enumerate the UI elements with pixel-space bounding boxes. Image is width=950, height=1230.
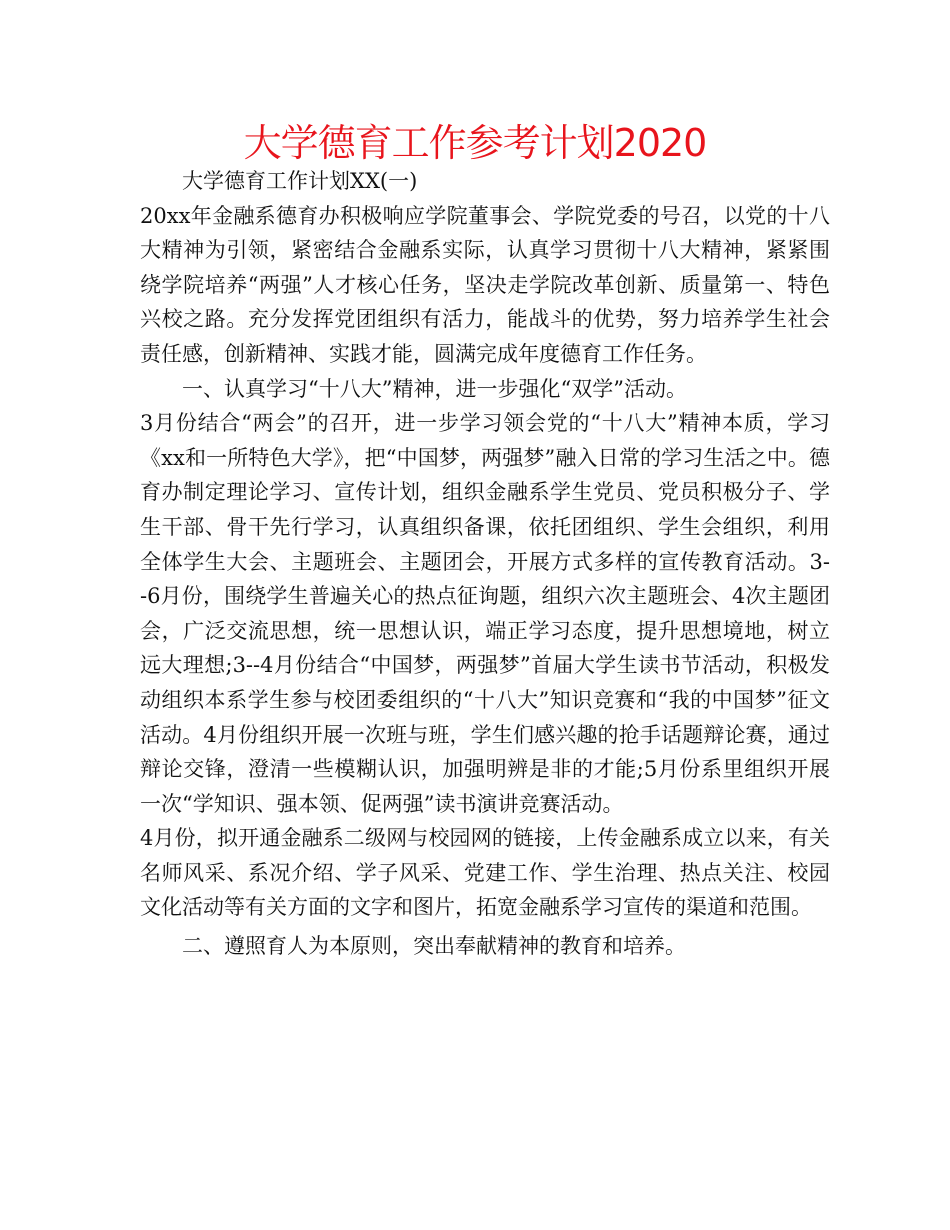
paragraph-study-activities: 3月份结合“两会”的召开，进一步学习领会党的“十八大”精神本质，学习《xx和一所特色大学》，把“中国梦，两强梦”融入日常的学习生活之中。德育办制定理论学习、宣传计划，组织金融系学生党员、党员积极分子、学生干部、骨干先行学习，认真组织备课，依托团组织、学生会组织，利用全体学生大会、主题班会、主题团会，开展方式多样的宣传教育活动。3--6月份，围绕学生普遍关心的热点征询题，组织六次主题班会、4次主题团会，广泛交流思想，统一思想认识，端正学习态度，提升思想境地，树立远大理想;3--4月份结合“中国梦，两强梦”首届大学生读书节活动，积极发动组织本系学生参与校团委组织的“十八大”知识竞赛和“我的中国梦”征文活动。4月份组织开展一次班与班，学生们感兴趣的抢手话题辩论赛，通过辩论交锋，澄清一些模糊认识，加强明辨是非的才能;5月份系里组织开展一次“学知识、强本领、促两强”读书演讲竞赛活动。 (140, 411, 830, 816)
paragraph-website-link: 4月份，拟开通金融系二级网与校园网的链接，上传金融系成立以来，有关名师风采、系况介绍、学子风采、党建工作、学生治理、热点关注、校园文化活动等有关方面的文字和图片，拓宽金融系学习宣传的渠道和范围。 (140, 826, 830, 920)
document-title: 大学德育工作参考计划2020 (243, 121, 707, 165)
section-heading-2: 二、遵照育人为本原则，突出奉献精神的教育和培养。 (182, 934, 686, 959)
section-heading-1: 一、认真学习“十八大”精神，进一步强化“双学”活动。 (182, 376, 687, 401)
paragraph-intro: 20xx年金融系德育办积极响应学院董事会、学院党委的号召，以党的十八大精神为引领，紧密结合金融系实际，认真学习贯彻十八大精神，紧紧围绕学院培养“两强”人才核心任务，坚决走学院改革创新、质量第一、特色兴校之路。充分发挥党团组织有活力，能战斗的优势，努力培养学生社会责任感，创新精神、实践才能，圆满完成年度德育工作任务。 (140, 203, 830, 366)
document-subtitle: 大学德育工作计划XX(一) (182, 169, 418, 193)
document-body (140, 164, 830, 964)
